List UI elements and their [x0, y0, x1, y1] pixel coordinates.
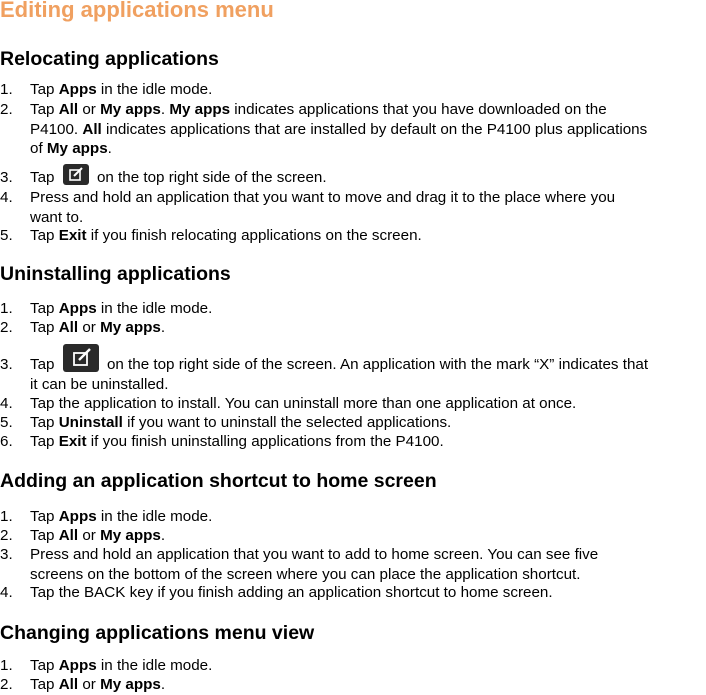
step-number: 4.: [0, 395, 13, 412]
step-text: Tap Uninstall if you want to uninstall the selected applications.: [30, 414, 452, 431]
step-text: Tap Apps in the idle mode.: [30, 508, 213, 525]
step-text: Tap the application to install. You can uninstall more than one application at once.: [30, 395, 577, 412]
edit-icon: [63, 344, 99, 372]
step-number: 3.: [0, 546, 13, 563]
edit-icon: [63, 164, 89, 185]
step-text: Tap on the top right side of the screen. An application with the mark “X” indicates that it can be uninstalled.: [30, 355, 648, 394]
section-heading-uninstalling: Uninstalling applications: [0, 263, 231, 285]
step-number: 1.: [0, 657, 13, 674]
step-text: Press and hold an application that you want to add to home screen. You can see five screens on the bottom of the screen where you can place the application shortcut.: [30, 546, 599, 583]
section-heading-relocating: Relocating applications: [0, 48, 219, 70]
step-number: 5.: [0, 414, 13, 431]
section-heading-changing-view: Changing applications menu view: [0, 622, 315, 644]
step-number: 3.: [0, 356, 13, 373]
step-text: Tap All or My apps.: [30, 319, 166, 336]
step-number: 2.: [0, 101, 13, 118]
step-text: Tap the BACK key if you finish adding an application shortcut to home screen.: [30, 584, 553, 601]
step-text: Tap Apps in the idle mode.: [30, 300, 213, 317]
step-number: 3.: [0, 169, 13, 186]
step-text: Tap Exit if you finish uninstalling applications from the P4100.: [30, 433, 444, 450]
section-heading-adding-shortcut: Adding an application shortcut to home screen: [0, 470, 437, 492]
step-text: Press and hold an application that you want to move and drag it to the place where you want to.: [30, 189, 616, 226]
step-number: 2.: [0, 676, 13, 693]
step-text: Tap All or My apps.: [30, 527, 166, 544]
step-text: Tap All or My apps.: [30, 676, 166, 693]
step-text: Tap Exit if you finish relocating applications on the screen.: [30, 227, 422, 244]
step-number: 5.: [0, 227, 13, 244]
step-number: 2.: [0, 319, 13, 336]
step-number: 1.: [0, 508, 13, 525]
step-number: 1.: [0, 81, 13, 98]
step-text: Tap All or My apps. My apps indicates applications that you have downloaded on the P4100. All indicates applications that are installed by default on the P4100 plus applications of My apps.: [30, 101, 648, 157]
step-number: 4.: [0, 584, 13, 601]
page-title: Editing applications menu: [0, 0, 274, 22]
step-text: Tap Apps in the idle mode.: [30, 81, 213, 98]
step-number: 1.: [0, 300, 13, 317]
step-number: 2.: [0, 527, 13, 544]
step-number: 6.: [0, 433, 13, 450]
step-text: Tap on the top right side of the screen.: [30, 168, 327, 188]
step-number: 4.: [0, 189, 13, 206]
step-text: Tap Apps in the idle mode.: [30, 657, 213, 674]
